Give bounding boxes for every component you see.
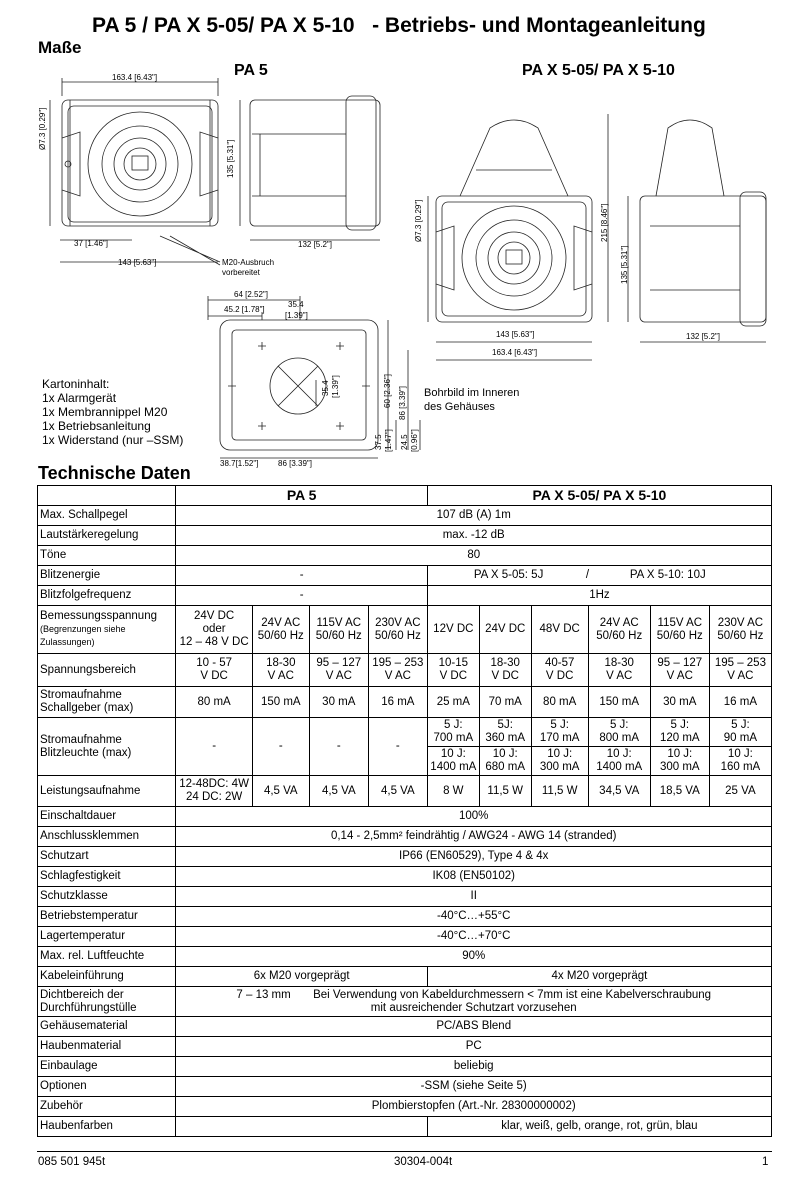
row-value: Plombierstopfen (Art.-Nr. 28300000002): [176, 1097, 772, 1117]
cell: 34,5 VA: [588, 776, 650, 807]
cell-line: V DC: [439, 670, 468, 682]
blitz-a: PA X 5-05: 5J: [473, 569, 544, 581]
karton-item: 1x Membrannippel M20: [42, 405, 168, 419]
cell: [427, 718, 479, 747]
cell: 80 mA: [176, 687, 252, 718]
row-value: 90%: [176, 947, 772, 967]
cell: 11,5 W: [479, 776, 531, 807]
row-value: max. -12 dB: [176, 526, 772, 546]
blitz-b: /: [585, 569, 590, 581]
table-row: [38, 1097, 772, 1117]
table-row: [38, 847, 772, 867]
pa5-side-drawing: [250, 96, 380, 230]
label-pa5: PA 5: [234, 62, 268, 79]
cell: 18,5 VA: [650, 776, 709, 807]
cell-line: 24V AC: [261, 616, 301, 629]
row-label: Kabeleinführung: [38, 967, 176, 987]
dim-143-pax: 143 [5.63"]: [496, 330, 535, 339]
cell-line: 195 – 253: [714, 657, 766, 669]
table-row: [38, 887, 772, 907]
table-row: [38, 1077, 772, 1097]
cell-line: 1400 mA: [596, 761, 643, 773]
bemessung-label: Bemessungsspannung: [40, 610, 157, 622]
dim-132-pa5: 132 [5.2"]: [298, 240, 332, 249]
cell: [479, 747, 531, 776]
row-value: [427, 566, 771, 586]
bohrbild-line-2: des Gehäuses: [424, 401, 495, 413]
cell: 48V DC: [531, 606, 588, 654]
pa5-front-drawing: [62, 100, 218, 226]
cell: [709, 654, 771, 687]
dim-354b: [1.39"]: [285, 311, 308, 320]
dim-86h: 86 [3.39"]: [278, 459, 312, 468]
table-row: [38, 947, 772, 967]
cell: 70 mA: [479, 687, 531, 718]
table-row: [38, 807, 772, 827]
cell: [588, 718, 650, 747]
cell-line: oder: [202, 623, 226, 635]
row-label: Anschlussklemmen: [38, 827, 176, 847]
cell: [650, 747, 709, 776]
row-value: -40°C…+55°C: [176, 907, 772, 927]
footer-left: 085 501 945t: [38, 1156, 106, 1168]
cell-line: 10 J:: [440, 748, 466, 760]
cell: [709, 718, 771, 747]
table-header-row: [38, 486, 772, 506]
cell: 11,5 W: [531, 776, 588, 807]
table-row: [38, 1057, 772, 1077]
section-tech-heading: Technische Daten: [38, 463, 191, 483]
table-row: [38, 1017, 772, 1037]
label-line: Blitzleuchte (max): [40, 746, 132, 759]
cell: [176, 606, 252, 654]
table-row: [38, 827, 772, 847]
cell-line: 10 - 57: [196, 657, 233, 669]
cell-line: 120 mA: [659, 732, 700, 744]
row-label: [38, 606, 176, 654]
table-row: [38, 654, 772, 687]
row-label: Optionen: [38, 1077, 176, 1097]
m20-label-1: M20-Ausbruch: [222, 258, 275, 267]
cell: [368, 654, 427, 687]
dim-135-pax: 135 [5.31"]: [620, 245, 629, 284]
cell: [588, 654, 650, 687]
cell-line: 160 mA: [720, 761, 761, 773]
cell: [252, 606, 309, 654]
cell-line: 300 mA: [659, 761, 700, 773]
cell: 12V DC: [427, 606, 479, 654]
cell-line: 50/60 Hz: [656, 629, 703, 642]
cell: 4,5 VA: [368, 776, 427, 807]
cell-line: 115V AC: [316, 616, 362, 629]
table-row: [38, 776, 772, 807]
label-line: Stromaufnahme: [40, 733, 122, 746]
m20-label-2: vorbereitet: [222, 268, 260, 277]
label-line: Durchführungstülle: [40, 1001, 137, 1014]
row-label: Max. rel. Luftfeuchte: [38, 947, 176, 967]
row-label: Spannungsbereich: [38, 654, 176, 687]
label-line: Stromaufnahme: [40, 689, 122, 701]
row-label: [38, 718, 176, 776]
cell-line: V AC: [325, 670, 352, 682]
row-value: beliebig: [176, 1057, 772, 1077]
row-label: Töne: [38, 546, 176, 566]
cell: 4,5 VA: [252, 776, 309, 807]
dim-163-pax: 163.4 [6.43"]: [492, 348, 538, 357]
cell: 16 mA: [709, 687, 771, 718]
table-row: [38, 546, 772, 566]
cell: -: [368, 718, 427, 776]
cell-line: 10-15: [438, 657, 469, 669]
cell: [531, 718, 588, 747]
row-label: Leistungsaufnahme: [38, 776, 176, 807]
row-value: IP66 (EN60529), Type 4 & 4x: [176, 847, 772, 867]
dim-354vb: [1.39"]: [331, 375, 340, 398]
cell: 8 W: [427, 776, 479, 807]
row-value: 1Hz: [427, 586, 771, 606]
table-row: [38, 526, 772, 546]
table-row: [38, 987, 772, 1017]
footer-rule: [37, 1151, 772, 1152]
cell-line: 5 J:: [444, 719, 463, 731]
row-value: 0,14 - 2,5mm² feindrähtig / AWG24 - AWG 14 (stranded): [176, 827, 772, 847]
cell-line: 10 J:: [667, 748, 693, 760]
row-label: Schutzart: [38, 847, 176, 867]
cell-line: 24V AC: [599, 616, 639, 629]
cell: 25 mA: [427, 687, 479, 718]
cell: [176, 654, 252, 687]
table-row: [38, 907, 772, 927]
cell-line: 300 mA: [539, 761, 580, 773]
bemessung-note: Zulassungen): [40, 637, 95, 647]
cell: [309, 654, 368, 687]
dim-387: 38.7[1.52"]: [220, 459, 259, 468]
header-pax: PA X 5-05/ PA X 5-10: [427, 486, 771, 506]
cell-line: 5J:: [497, 719, 513, 731]
cell: [479, 654, 531, 687]
row-value: -SSM (siehe Seite 5): [176, 1077, 772, 1097]
footer-center: 30304-004t: [394, 1156, 453, 1168]
cell-line: V DC: [545, 670, 574, 682]
cell: [368, 606, 427, 654]
table-row: [38, 927, 772, 947]
cell: [252, 654, 309, 687]
row-value: 107 dB (A) 1m: [176, 506, 772, 526]
section-dims-heading: Maße: [38, 38, 82, 57]
cell-line: 10 J:: [547, 748, 573, 760]
cell: [588, 606, 650, 654]
label-line: Dichtbereich der: [40, 988, 124, 1001]
cell-line: 5 J:: [550, 719, 569, 731]
dim-245b: [0.96"]: [410, 429, 419, 452]
row-value: -40°C…+70°C: [176, 927, 772, 947]
karton-list: [42, 377, 183, 447]
row-label: Betriebstemperatur: [38, 907, 176, 927]
cell-line: V AC: [267, 670, 294, 682]
karton-item: 1x Alarmgerät: [42, 391, 117, 405]
cell-line: 50/60 Hz: [596, 629, 643, 642]
karton-heading: Kartoninhalt:: [42, 377, 110, 391]
dim-135-pa5: 135 [5.31"]: [226, 139, 235, 178]
row-value: PC: [176, 1037, 772, 1057]
cell: [588, 747, 650, 776]
row-label: Haubenmaterial: [38, 1037, 176, 1057]
dim-86v: 86 [3.39"]: [398, 386, 407, 420]
table-row: [38, 566, 772, 586]
cell-line: 95 – 127: [316, 657, 362, 669]
cell: [427, 747, 479, 776]
table-row: [38, 1117, 772, 1137]
blitz-c: PA X 5-10: 10J: [629, 569, 706, 581]
cell: [479, 718, 531, 747]
table-row: [38, 718, 772, 747]
row-label: Lagertemperatur: [38, 927, 176, 947]
cell: -: [309, 718, 368, 776]
cell-line: 18-30: [604, 657, 634, 669]
cell-line: 12 – 48 V DC: [179, 636, 249, 648]
cell: [650, 654, 709, 687]
cell-line: 5 J:: [670, 719, 690, 731]
dim-354v: 35.4: [321, 380, 330, 396]
header-pa5: PA 5: [176, 486, 427, 506]
row-label: Max. Schallpegel: [38, 506, 176, 526]
row-value: 4x M20 vorgeprägt: [427, 967, 771, 987]
cell: 30 mA: [650, 687, 709, 718]
row-label: Lautstärkeregelung: [38, 526, 176, 546]
cell-line: V AC: [606, 670, 633, 682]
cell-line: V DC: [491, 670, 519, 682]
row-value: 80: [176, 546, 772, 566]
cell-line: 40-57: [544, 657, 575, 669]
row-value: II: [176, 887, 772, 907]
cell: 80 mA: [531, 687, 588, 718]
dim-143-pa5: 143 [5.63"]: [118, 258, 157, 267]
dim-375: 37.5: [374, 434, 383, 450]
cell-line: V AC: [384, 670, 411, 682]
table-row: [38, 1037, 772, 1057]
cell-line: V AC: [727, 670, 754, 682]
cell-line: 360 mA: [485, 732, 526, 744]
pax-front-drawing: [436, 120, 592, 322]
cell: 16 mA: [368, 687, 427, 718]
row-label: Blitzfolgefrequenz: [38, 586, 176, 606]
table-row: [38, 967, 772, 987]
row-value: -: [176, 586, 427, 606]
row-label: Schutzklasse: [38, 887, 176, 907]
cell: 30 mA: [309, 687, 368, 718]
cell-line: 12-48DC: 4W: [179, 778, 249, 790]
cell-line: V DC: [200, 670, 228, 682]
cell: [650, 718, 709, 747]
row-value: IK08 (EN50102): [176, 867, 772, 887]
cell: [427, 654, 479, 687]
cell: 25 VA: [709, 776, 771, 807]
row-label: Haubenfarben: [38, 1117, 176, 1137]
cell-line: 18-30: [490, 657, 520, 669]
karton-item: 1x Betriebsanleitung: [42, 419, 151, 433]
karton-item: 1x Widerstand (nur –SSM): [42, 433, 184, 447]
cell-line: 230V AC: [375, 616, 421, 629]
label-line: Schallgeber (max): [40, 702, 134, 714]
cell: 4,5 VA: [309, 776, 368, 807]
row-label: Einbaulage: [38, 1057, 176, 1077]
table-row: [38, 867, 772, 887]
cell: [709, 747, 771, 776]
dim-245: 24.5: [400, 434, 409, 450]
cell-line: 24 DC: 2W: [185, 791, 243, 803]
cell: 150 mA: [252, 687, 309, 718]
row-value: 100%: [176, 807, 772, 827]
cell: -: [252, 718, 309, 776]
cell-line: 18-30: [266, 657, 296, 669]
dim-73-left: Ø7.3 [0.29"]: [38, 107, 47, 150]
table-row: [38, 687, 772, 718]
row-label: [38, 987, 176, 1017]
cell: [309, 606, 368, 654]
table-row: [38, 606, 772, 654]
table-row: [38, 586, 772, 606]
dim-73-pax: Ø7.3 [0.29"]: [414, 199, 423, 242]
cell: [531, 654, 588, 687]
dim-37: 37 [1.46"]: [74, 239, 108, 248]
cell: -: [176, 718, 252, 776]
cell-line: 10 J:: [492, 748, 518, 760]
dim-375b: [1.47"]: [384, 429, 393, 452]
dim-60: 60 [2.36"]: [383, 374, 392, 408]
spec-table: [37, 485, 772, 1137]
dim-354: 35.4: [288, 300, 304, 309]
cell-line: 230V AC: [717, 616, 764, 629]
cell-line: 50/60 Hz: [374, 629, 421, 642]
cell-line: 680 mA: [485, 761, 526, 773]
cell-line: 24V DC: [193, 610, 235, 622]
row-label: Blitzenergie: [38, 566, 176, 586]
row-value: -: [176, 566, 427, 586]
cell-line: 115V AC: [657, 616, 703, 629]
label-pax: PA X 5-05/ PA X 5-10: [522, 62, 675, 79]
bemessung-note: (Begrenzungen siehe: [40, 624, 126, 634]
row-label: [38, 687, 176, 718]
footer-page-number: 1: [762, 1156, 769, 1168]
dim-215: 215 [8.46"]: [600, 203, 609, 242]
cell-line: 50/60 Hz: [257, 629, 304, 642]
row-value: [176, 1117, 427, 1137]
value-line: mit ausreichender Schutzart vorzusehen: [370, 1001, 577, 1014]
cell-line: V AC: [666, 670, 693, 682]
cell-line: 95 – 127: [657, 657, 703, 669]
row-value: klar, weiß, gelb, orange, rot, grün, blau: [427, 1117, 771, 1137]
value-line: 7 – 13 mm Bei Verwendung von Kabeldurchmessern < 7mm ist eine Kabelverschraubung: [236, 988, 712, 1001]
cell-line: 10 J:: [606, 748, 632, 760]
cell: [176, 776, 252, 807]
dim-452: 45.2 [1.78"]: [224, 305, 265, 314]
cell-line: 700 mA: [433, 732, 474, 744]
cell-line: 10 J:: [727, 748, 753, 760]
cell-line: 5 J:: [731, 719, 750, 731]
cell-line: 1400 mA: [430, 761, 477, 773]
cell-line: 800 mA: [599, 732, 640, 744]
row-value: PC/ABS Blend: [176, 1017, 772, 1037]
cell-line: 90 mA: [723, 732, 758, 744]
row-label: Einschaltdauer: [38, 807, 176, 827]
cell-line: 50/60 Hz: [717, 629, 764, 642]
cell-line: 5 J:: [609, 719, 629, 731]
pax-side-drawing: [640, 120, 766, 326]
cell: 150 mA: [588, 687, 650, 718]
cell: [531, 747, 588, 776]
cell-line: 50/60 Hz: [315, 629, 362, 642]
cell: [709, 606, 771, 654]
page-title: PA 5 / PA X 5-05/ PA X 5-10 - Betriebs- und Montageanleitung: [92, 14, 706, 37]
cell-line: 195 – 253: [372, 657, 424, 669]
dim-163-top: 163.4 [6.43"]: [112, 73, 158, 82]
dim-64: 64 [2.52"]: [234, 290, 268, 299]
bohrbild-line-1: Bohrbild im Inneren: [424, 387, 520, 399]
cell-line: 170 mA: [539, 732, 580, 744]
row-value: 6x M20 vorgeprägt: [176, 967, 427, 987]
cell: [650, 606, 709, 654]
table-row: [38, 506, 772, 526]
row-label: Gehäusematerial: [38, 1017, 176, 1037]
row-label: Zubehör: [38, 1097, 176, 1117]
row-value: [176, 987, 772, 1017]
cell: 24V DC: [479, 606, 531, 654]
row-label: Schlagfestigkeit: [38, 867, 176, 887]
dim-132-pax: 132 [5.2"]: [686, 332, 720, 341]
